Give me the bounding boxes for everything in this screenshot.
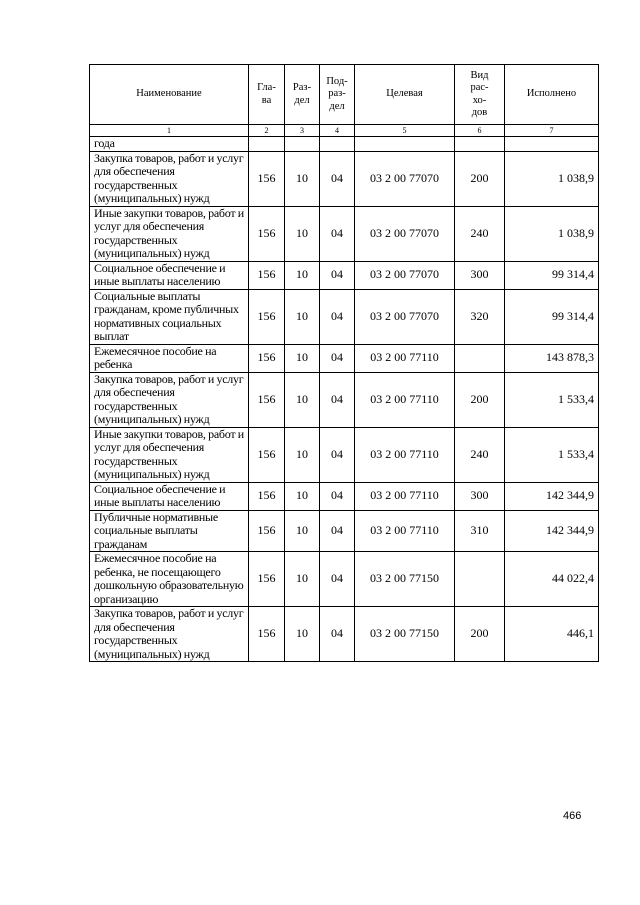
cell-executed: 143 878,3 xyxy=(505,344,599,372)
cell-executed: 99 314,4 xyxy=(505,289,599,344)
cell-executed: 142 344,9 xyxy=(505,482,599,510)
cell-vid: 300 xyxy=(455,261,505,289)
cell-razdel: 10 xyxy=(285,607,320,662)
table-row xyxy=(90,482,599,510)
cell-executed: 1 533,4 xyxy=(505,427,599,482)
header-podrazdel: Под- раз- дел xyxy=(320,65,355,125)
cell-razdel: 10 xyxy=(285,344,320,372)
cell-glava: 156 xyxy=(249,206,285,261)
cell-target: 03 2 00 77110 xyxy=(355,344,455,372)
column-number: 5 xyxy=(355,125,455,137)
table-row xyxy=(90,206,599,261)
cell-name: Социальные выплаты гражданам, кроме публичных нормативных социальных выплат xyxy=(90,289,249,344)
column-number: 1 xyxy=(90,125,249,137)
cell-razdel: 10 xyxy=(285,482,320,510)
column-number: 4 xyxy=(320,125,355,137)
cell-razdel: 10 xyxy=(285,206,320,261)
table-row xyxy=(90,344,599,372)
cell-glava: 156 xyxy=(249,372,285,427)
cell-executed: 1 038,9 xyxy=(505,151,599,206)
column-number: 6 xyxy=(455,125,505,137)
cell-executed: 1 533,4 xyxy=(505,372,599,427)
cell-glava: 156 xyxy=(249,552,285,607)
budget-table xyxy=(89,64,599,662)
cell-target xyxy=(355,137,455,152)
cell-glava: 156 xyxy=(249,261,285,289)
cell-vid: 240 xyxy=(455,427,505,482)
cell-vid: 200 xyxy=(455,151,505,206)
cell-podrazdel: 04 xyxy=(320,151,355,206)
cell-target: 03 2 00 77150 xyxy=(355,552,455,607)
cell-name: Ежемесячное пособие на ребенка, не посещающего дошкольную образовательную организацию xyxy=(90,552,249,607)
cell-target: 03 2 00 77110 xyxy=(355,427,455,482)
cell-podrazdel: 04 xyxy=(320,510,355,552)
cell-name: Закупка товаров, работ и услуг для обеспечения государственных (муниципальных) нужд xyxy=(90,607,249,662)
table-row xyxy=(90,427,599,482)
cell-vid: 320 xyxy=(455,289,505,344)
cell-glava: 156 xyxy=(249,151,285,206)
cell-executed: 99 314,4 xyxy=(505,261,599,289)
cell-podrazdel: 04 xyxy=(320,427,355,482)
cell-razdel: 10 xyxy=(285,372,320,427)
table-row xyxy=(90,510,599,552)
cell-glava: 156 xyxy=(249,344,285,372)
cell-target: 03 2 00 77150 xyxy=(355,607,455,662)
cell-name: Ежемесячное пособие на ребенка xyxy=(90,344,249,372)
cell-razdel: 10 xyxy=(285,151,320,206)
column-number: 3 xyxy=(285,125,320,137)
cell-podrazdel: 04 xyxy=(320,261,355,289)
header-razdel: Раз- дел xyxy=(285,65,320,125)
cell-target: 03 2 00 77070 xyxy=(355,289,455,344)
cell-razdel: 10 xyxy=(285,261,320,289)
cell-name: Социальное обеспечение и иные выплаты населению xyxy=(90,261,249,289)
cell-name: Публичные нормативные социальные выплаты гражданам xyxy=(90,510,249,552)
cell-vid: 200 xyxy=(455,607,505,662)
cell-podrazdel: 04 xyxy=(320,344,355,372)
cell-glava: 156 xyxy=(249,510,285,552)
cell-executed: 44 022,4 xyxy=(505,552,599,607)
cell-razdel: 10 xyxy=(285,289,320,344)
column-number: 2 xyxy=(249,125,285,137)
cell-podrazdel: 04 xyxy=(320,482,355,510)
column-numbers-row xyxy=(90,125,599,137)
cell-glava: 156 xyxy=(249,607,285,662)
cell-podrazdel: 04 xyxy=(320,206,355,261)
cell-podrazdel: 04 xyxy=(320,552,355,607)
cell-glava: 156 xyxy=(249,289,285,344)
cell-vid: 300 xyxy=(455,482,505,510)
cell-vid xyxy=(455,344,505,372)
cell-target: 03 2 00 77110 xyxy=(355,482,455,510)
cell-name: года xyxy=(90,137,249,152)
cell-target: 03 2 00 77110 xyxy=(355,510,455,552)
table-row xyxy=(90,552,599,607)
cell-target: 03 2 00 77070 xyxy=(355,261,455,289)
cell-glava xyxy=(249,137,285,152)
column-number: 7 xyxy=(505,125,599,137)
cell-podrazdel: 04 xyxy=(320,607,355,662)
cell-glava: 156 xyxy=(249,482,285,510)
header-glava: Гла- ва xyxy=(249,65,285,125)
table-row xyxy=(90,607,599,662)
cell-target: 03 2 00 77070 xyxy=(355,151,455,206)
page-number: 466 xyxy=(563,810,582,822)
cell-name: Иные закупки товаров, работ и услуг для обеспечения государственных (муниципальных) нужд xyxy=(90,206,249,261)
cell-podrazdel xyxy=(320,137,355,152)
table-row xyxy=(90,151,599,206)
cell-vid: 240 xyxy=(455,206,505,261)
table-row xyxy=(90,372,599,427)
cell-name: Социальное обеспечение и иные выплаты населению xyxy=(90,482,249,510)
cell-executed xyxy=(505,137,599,152)
header-name: Наименование xyxy=(90,65,249,125)
cell-name: Закупка товаров, работ и услуг для обеспечения государственных (муниципальных) нужд xyxy=(90,151,249,206)
cell-razdel: 10 xyxy=(285,552,320,607)
cell-executed: 142 344,9 xyxy=(505,510,599,552)
table-row xyxy=(90,137,599,152)
cell-vid: 310 xyxy=(455,510,505,552)
header-executed: Исполнено xyxy=(505,65,599,125)
cell-target: 03 2 00 77070 xyxy=(355,206,455,261)
cell-vid: 200 xyxy=(455,372,505,427)
cell-executed: 446,1 xyxy=(505,607,599,662)
cell-executed: 1 038,9 xyxy=(505,206,599,261)
cell-vid xyxy=(455,137,505,152)
header-row xyxy=(90,65,599,125)
cell-name: Закупка товаров, работ и услуг для обеспечения государственных (муниципальных) нужд xyxy=(90,372,249,427)
cell-vid xyxy=(455,552,505,607)
cell-razdel xyxy=(285,137,320,152)
cell-target: 03 2 00 77110 xyxy=(355,372,455,427)
cell-razdel: 10 xyxy=(285,510,320,552)
cell-podrazdel: 04 xyxy=(320,289,355,344)
cell-glava: 156 xyxy=(249,427,285,482)
table-row xyxy=(90,261,599,289)
header-vid: Вид рас- хо- дов xyxy=(455,65,505,125)
cell-podrazdel: 04 xyxy=(320,372,355,427)
cell-razdel: 10 xyxy=(285,427,320,482)
cell-name: Иные закупки товаров, работ и услуг для обеспечения государственных (муниципальных) нужд xyxy=(90,427,249,482)
table-row xyxy=(90,289,599,344)
header-target: Целевая xyxy=(355,65,455,125)
